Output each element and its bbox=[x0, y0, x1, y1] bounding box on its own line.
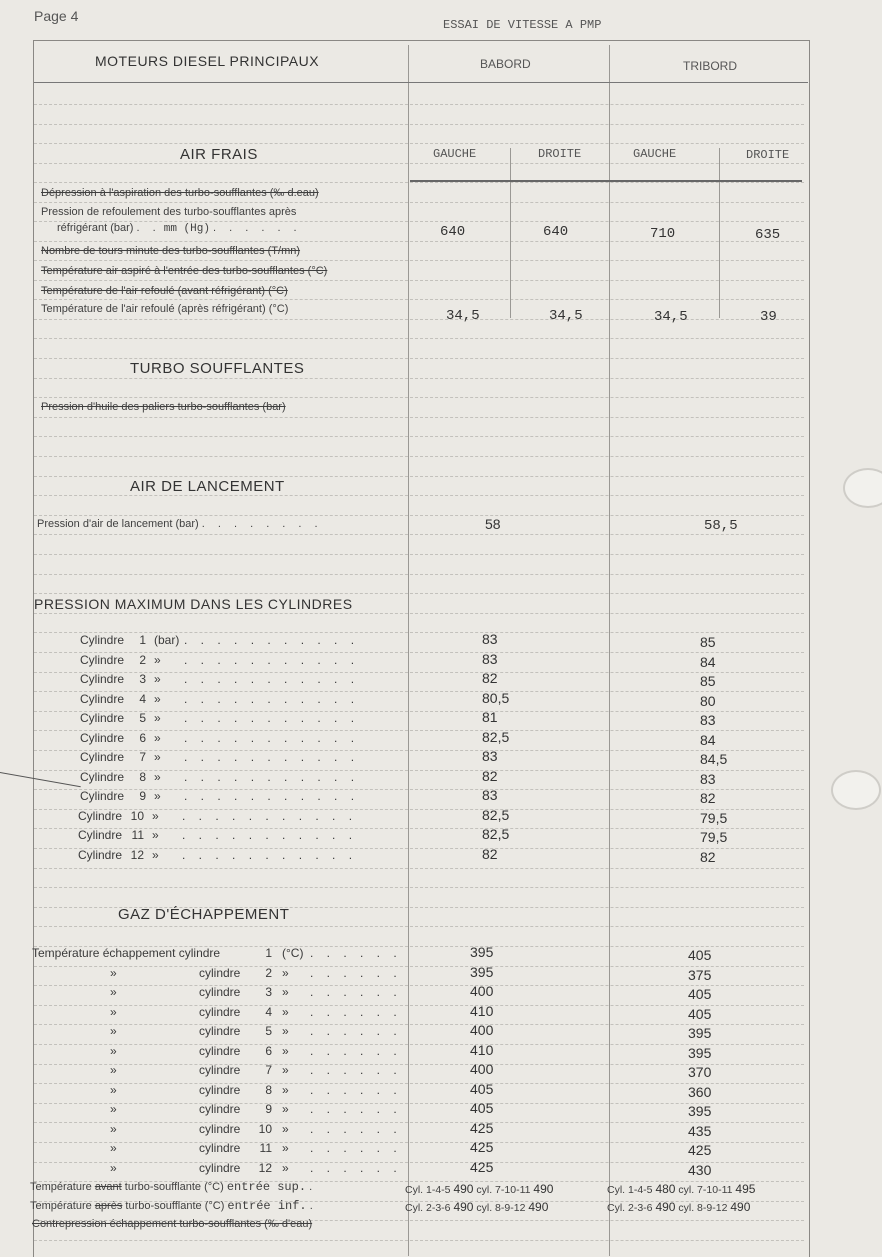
value-gaz-babord: 410 bbox=[470, 1041, 494, 1058]
value-gaz-tribord: 395 bbox=[688, 1044, 712, 1061]
gaz-cylindre-label: cylindre bbox=[199, 965, 241, 980]
value-refoulement-bd: 640 bbox=[543, 224, 569, 240]
section-moteurs: MOTEURS DIESEL PRINCIPAUX bbox=[95, 53, 320, 69]
sub-droite-babord: DROITE bbox=[538, 147, 582, 161]
cylindre-label: Cylindre 7 » . . . . . . . . . . . bbox=[80, 750, 360, 764]
cell-avant-babord: Cyl. 1-4-5 490 cyl. 7-10-11 490 bbox=[405, 1182, 554, 1196]
value-gaz-babord: 395 bbox=[470, 944, 494, 960]
gaz-lead-mark: » bbox=[110, 1102, 117, 1116]
value-lancement-tribord: 58,5 bbox=[704, 518, 738, 534]
gaz-unit: » . . . . . . bbox=[282, 965, 402, 980]
row-depression: Dépression à l'aspiration des turbo-soufflantes (‰ d.eau) bbox=[41, 187, 319, 199]
document-title: ESSAI DE VITESSE A PMP bbox=[443, 18, 602, 32]
row-nombre-tours: Nombre de tours minute des turbo-soufflantes (T/mn) bbox=[41, 245, 301, 257]
row-pression-refoulement: Pression de refoulement des turbo-soufflantes après bbox=[41, 206, 297, 218]
gaz-unit: » . . . . . . bbox=[282, 1082, 402, 1097]
gaz-lead-mark: » bbox=[110, 1024, 117, 1038]
cylindre-label: Cylindre 11 » . . . . . . . . . . . bbox=[78, 828, 358, 842]
gaz-cylindre-num: 6 bbox=[265, 1043, 272, 1058]
gaz-unit: » . . . . . . bbox=[282, 1102, 402, 1116]
value-gaz-tribord: 395 bbox=[688, 1103, 712, 1119]
row-pression-refoulement-2: réfrigérant (bar) . . mm (Hg) . . . . . . bbox=[57, 222, 302, 235]
gaz-cylindre-label: cylindre bbox=[199, 1043, 241, 1058]
gaz-cylindre-num: 5 bbox=[265, 1024, 272, 1038]
value-pmax-babord: 82 bbox=[482, 845, 498, 862]
value-lancement-babord: 58 bbox=[485, 516, 501, 532]
value-temp-tg: 34,5 bbox=[654, 309, 688, 325]
cell-apres-babord: Cyl. 2-3-6 490 cyl. 8-9-12 490 bbox=[405, 1200, 549, 1214]
value-pmax-babord: 83 bbox=[482, 748, 498, 764]
cylindre-label: Cylindre 6 » . . . . . . . . . . . bbox=[80, 730, 360, 745]
gaz-unit: » . . . . . . bbox=[282, 1121, 402, 1136]
value-refoulement-td: 635 bbox=[755, 227, 781, 243]
value-pmax-tribord: 83 bbox=[700, 770, 716, 787]
gaz-lead-mark: » bbox=[110, 985, 117, 999]
cell-apres-tribord: Cyl. 2-3-6 490 cyl. 8-9-12 490 bbox=[607, 1200, 751, 1214]
gaz-cylindre-label: cylindre bbox=[199, 1121, 241, 1136]
value-gaz-tribord: 370 bbox=[688, 1064, 712, 1080]
value-pmax-babord: 82,5 bbox=[482, 806, 510, 823]
gaz-unit: » . . . . . . bbox=[282, 1004, 402, 1019]
value-pmax-babord: 82,5 bbox=[482, 728, 510, 745]
punch-hole-bottom bbox=[831, 770, 881, 810]
value-gaz-tribord: 395 bbox=[688, 1025, 712, 1041]
gaz-cylindre-num: 7 bbox=[265, 1063, 272, 1077]
row-temp-apres-turbo: Température après turbo-soufflante (°C) entrée inf. . bbox=[30, 1199, 318, 1213]
value-refoulement-bg: 640 bbox=[440, 224, 466, 240]
header-babord: BABORD bbox=[480, 57, 531, 71]
value-gaz-babord: 405 bbox=[470, 1100, 494, 1116]
value-pmax-babord: 81 bbox=[482, 709, 498, 725]
gaz-unit: » . . . . . . bbox=[282, 985, 402, 999]
value-pmax-babord: 82,5 bbox=[482, 826, 510, 842]
row-contrepression: Contrepression échappement turbo-soufflantes (‰ d'eau) bbox=[32, 1218, 313, 1230]
gaz-cylindre-label: cylindre bbox=[199, 1141, 241, 1155]
value-pmax-tribord: 85 bbox=[700, 673, 716, 689]
value-pmax-tribord: 84 bbox=[700, 653, 716, 670]
value-pmax-babord: 83 bbox=[482, 631, 498, 647]
cylindre-label: Cylindre 1 (bar) . . . . . . . . . . . bbox=[80, 633, 360, 647]
gaz-cylindre-label: cylindre bbox=[199, 1004, 241, 1019]
subheader-rule bbox=[410, 180, 802, 182]
value-temp-bg: 34,5 bbox=[446, 308, 480, 324]
column-divider-right bbox=[609, 45, 610, 1256]
cell-avant-tribord: Cyl. 1-4-5 480 cyl. 7-10-11 495 bbox=[607, 1182, 756, 1196]
value-gaz-babord: 425 bbox=[470, 1119, 494, 1136]
gaz-cylindre-num: 4 bbox=[265, 1004, 272, 1019]
value-gaz-tribord: 375 bbox=[688, 966, 712, 983]
gaz-cylindre-label: cylindre bbox=[199, 1082, 241, 1097]
gaz-unit: » . . . . . . bbox=[282, 1141, 402, 1155]
cylindre-label: Cylindre 2 » . . . . . . . . . . . bbox=[80, 652, 360, 667]
sub-gauche-tribord: GAUCHE bbox=[633, 147, 677, 161]
row-temp-avant-refrig: Température de l'air refoulé (avant réfrigérant) (°C) bbox=[41, 285, 288, 297]
cylindre-label: Cylindre 4 » . . . . . . . . . . . bbox=[80, 691, 360, 706]
gaz-lead-mark: » bbox=[110, 965, 117, 980]
row-pression-lancement: Pression d'air de lancement (bar) . . . . . . . . bbox=[37, 518, 323, 530]
cylindre-label: Cylindre 9 » . . . . . . . . . . . bbox=[80, 789, 360, 803]
value-pmax-babord: 82 bbox=[482, 670, 498, 686]
gaz-cylindre-label: cylindre bbox=[199, 1160, 241, 1175]
section-air-lancement: AIR DE LANCEMENT bbox=[130, 478, 285, 495]
gaz-cylindre-num: 1 bbox=[265, 946, 272, 960]
value-pmax-tribord: 79,5 bbox=[700, 809, 728, 826]
gaz-lead-mark: » bbox=[110, 1160, 117, 1175]
value-gaz-tribord: 430 bbox=[688, 1161, 712, 1178]
gaz-cylindre-num: 12 bbox=[258, 1160, 272, 1175]
unit-note: mm (Hg) bbox=[163, 223, 210, 235]
gaz-lead-mark: » bbox=[110, 1004, 117, 1019]
value-gaz-babord: 400 bbox=[470, 983, 494, 999]
gaz-unit: (°C) . . . . . . bbox=[282, 946, 402, 960]
value-pmax-babord: 80,5 bbox=[482, 689, 510, 706]
gaz-lead-mark: » bbox=[110, 1063, 117, 1077]
cylindre-label: Cylindre 8 » . . . . . . . . . . . bbox=[80, 769, 360, 784]
value-gaz-tribord: 425 bbox=[688, 1142, 712, 1158]
value-gaz-babord: 405 bbox=[470, 1080, 494, 1097]
value-temp-bd: 34,5 bbox=[549, 308, 583, 324]
value-temp-td: 39 bbox=[760, 309, 777, 325]
row-temp-apres-refrig: Température de l'air refoulé (après réfrigérant) (°C) bbox=[41, 303, 289, 315]
gaz-cylindre-num: 3 bbox=[265, 985, 272, 999]
gaz-cylindre-label: cylindre bbox=[199, 1024, 241, 1038]
gaz-cylindre-num: 11 bbox=[259, 1141, 272, 1155]
gaz-cylindre-num: 2 bbox=[265, 965, 272, 980]
header-rule bbox=[34, 82, 808, 83]
cylindre-label: Cylindre 3 » . . . . . . . . . . . bbox=[80, 672, 360, 686]
value-gaz-tribord: 405 bbox=[688, 947, 712, 963]
sub-droite-tribord: DROITE bbox=[746, 148, 790, 162]
cylindre-label: Cylindre 12 » . . . . . . . . . . . bbox=[78, 847, 358, 862]
sub-gauche-babord: GAUCHE bbox=[433, 147, 477, 161]
subcolumn-divider-babord bbox=[510, 148, 511, 318]
gaz-cylindre-label: cylindre bbox=[199, 1063, 241, 1077]
section-air-frais: AIR FRAIS bbox=[180, 146, 258, 163]
gaz-unit: » . . . . . . bbox=[282, 1063, 402, 1077]
gaz-lead-mark: » bbox=[110, 1141, 117, 1155]
section-pression-max: PRESSION MAXIMUM DANS LES CYLINDRES bbox=[34, 596, 353, 612]
gaz-cylindre-num: 10 bbox=[258, 1121, 272, 1136]
gaz-lead-mark: » bbox=[110, 1082, 117, 1097]
cylindre-label: Cylindre 5 » . . . . . . . . . . . bbox=[80, 711, 360, 725]
gaz-cylindre-label: cylindre bbox=[199, 985, 241, 999]
value-gaz-tribord: 435 bbox=[688, 1122, 712, 1139]
value-pmax-tribord: 85 bbox=[700, 634, 716, 650]
value-gaz-babord: 400 bbox=[470, 1061, 494, 1077]
value-gaz-tribord: 360 bbox=[688, 1083, 712, 1100]
punch-hole-top bbox=[843, 468, 882, 508]
value-gaz-tribord: 405 bbox=[688, 986, 712, 1002]
gaz-cylindre-label: cylindre bbox=[199, 1102, 241, 1116]
value-pmax-babord: 83 bbox=[482, 650, 498, 667]
gaz-unit: » . . . . . . bbox=[282, 1024, 402, 1038]
row-pression-huile: Pression d'huile des paliers turbo-soufflantes (bar) bbox=[41, 401, 286, 413]
section-gaz: GAZ D'ÉCHAPPEMENT bbox=[118, 906, 290, 923]
value-pmax-tribord: 82 bbox=[700, 848, 716, 865]
gaz-lead-mark: » bbox=[110, 1121, 117, 1136]
value-pmax-tribord: 79,5 bbox=[700, 829, 728, 845]
value-pmax-tribord: 84 bbox=[700, 731, 716, 748]
value-pmax-tribord: 84,5 bbox=[700, 751, 728, 767]
gaz-first-label: Température échappement cylindre bbox=[32, 946, 221, 960]
subcolumn-divider-tribord bbox=[719, 148, 720, 318]
value-pmax-tribord: 82 bbox=[700, 790, 716, 806]
gaz-cylindre-num: 9 bbox=[265, 1102, 272, 1116]
value-gaz-babord: 425 bbox=[470, 1158, 494, 1175]
value-gaz-tribord: 405 bbox=[688, 1005, 712, 1022]
row-temp-air-aspire: Température air aspiré à l'entrée des turbo-soufflantes (°C) bbox=[41, 265, 328, 277]
value-gaz-babord: 410 bbox=[470, 1002, 494, 1019]
value-refoulement-tg: 710 bbox=[650, 226, 676, 242]
cylindre-label: Cylindre 10 » . . . . . . . . . . . bbox=[78, 808, 358, 823]
header-tribord: TRIBORD bbox=[683, 59, 737, 73]
value-pmax-tribord: 80 bbox=[700, 692, 716, 709]
value-gaz-babord: 395 bbox=[470, 963, 494, 980]
value-pmax-babord: 82 bbox=[482, 767, 498, 784]
page-number: Page 4 bbox=[34, 8, 79, 24]
section-turbo: TURBO SOUFFLANTES bbox=[130, 360, 305, 377]
gaz-cylindre-num: 8 bbox=[265, 1082, 272, 1097]
gaz-unit: » . . . . . . bbox=[282, 1160, 402, 1175]
value-gaz-babord: 425 bbox=[470, 1139, 494, 1155]
row-temp-avant-turbo: Température avant turbo-soufflante (°C) entrée sup. . bbox=[30, 1180, 318, 1194]
column-divider-left bbox=[408, 45, 409, 1256]
value-gaz-babord: 400 bbox=[470, 1022, 494, 1038]
gaz-unit: » . . . . . . bbox=[282, 1043, 402, 1058]
value-pmax-babord: 83 bbox=[482, 787, 498, 803]
value-pmax-tribord: 83 bbox=[700, 712, 716, 728]
gaz-lead-mark: » bbox=[110, 1043, 117, 1058]
